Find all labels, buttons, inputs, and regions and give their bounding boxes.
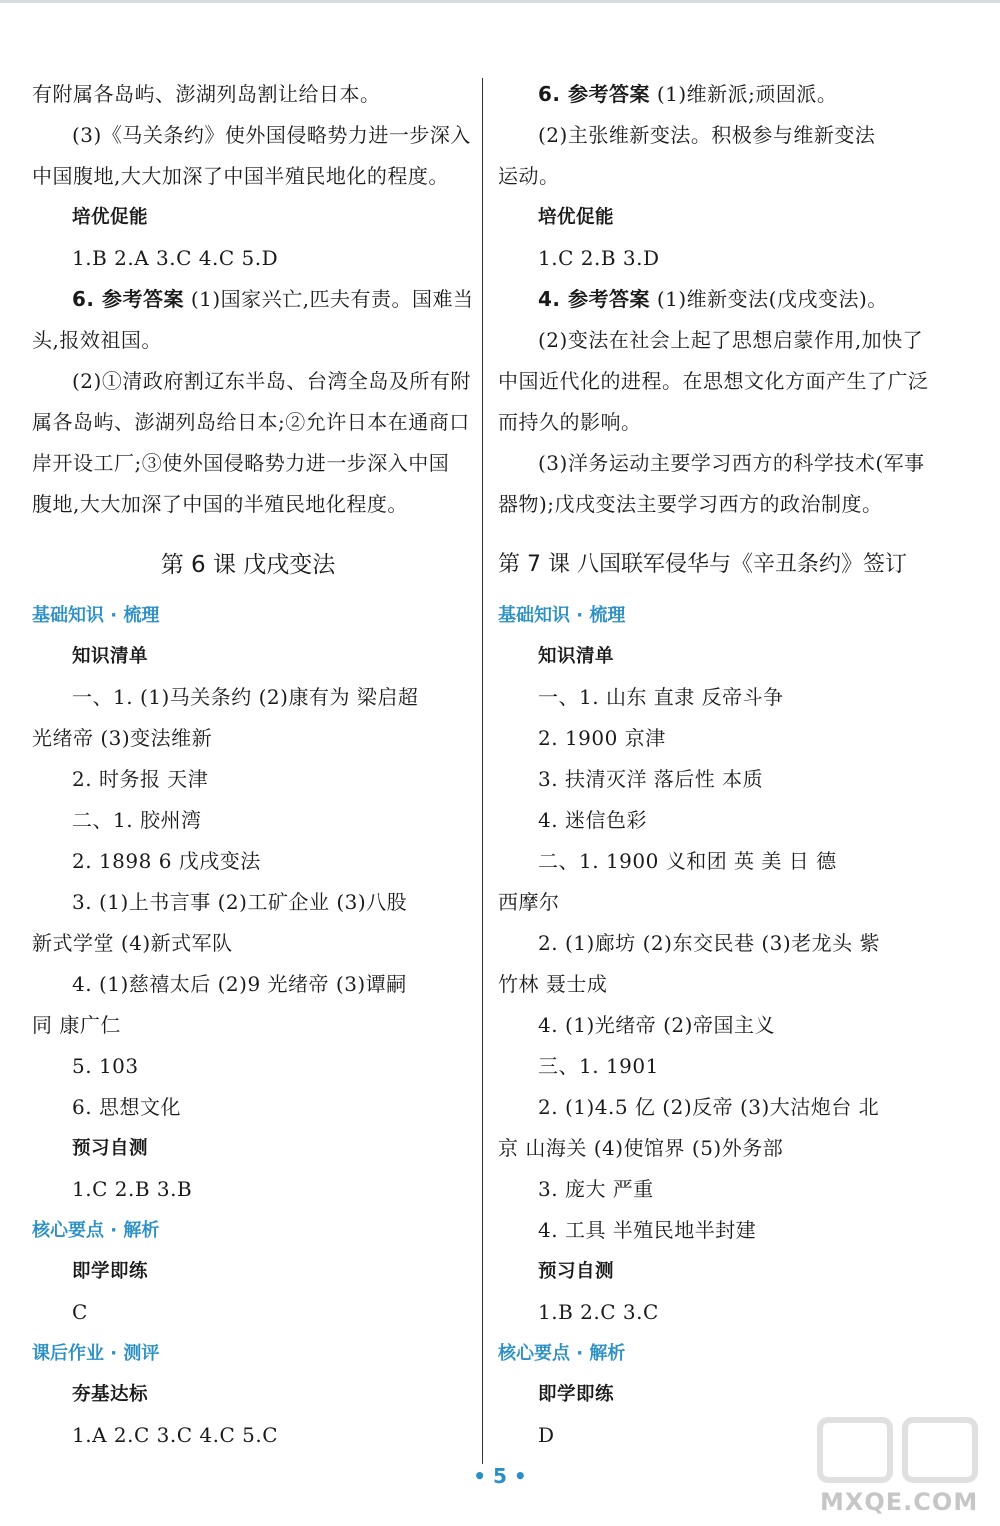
text-line: 2. 时务报 天津 (72, 767, 209, 791)
subheading-jixue: 即学即练 (72, 1261, 149, 1282)
answer-line: C (72, 1300, 88, 1324)
text-line: 中国腹地,大大加深了中国半殖民地化的程度。 (32, 164, 449, 188)
text-line: 一、1. 山东 直隶 反帝斗争 (538, 685, 784, 709)
answer-line: 1.B 2.C 3.C (538, 1300, 659, 1324)
text-line: 3. (1)上书言事 (2)工矿企业 (3)八股 (72, 890, 408, 914)
text-line: 3. 庞大 严重 (538, 1177, 654, 1201)
text-line: 器物);戊戌变法主要学习西方的政治制度。 (498, 492, 883, 516)
text-line: 一、1. (1)马关条约 (2)康有为 梁启超 (72, 685, 419, 709)
text-line: 运动。 (498, 164, 560, 188)
text-line: 4. (1)光绪帝 (2)帝国主义 (538, 1013, 775, 1037)
column-divider (482, 78, 483, 1464)
text-line: 2. 1898 6 戊戌变法 (72, 849, 261, 873)
section-heading: 基础知识 · 梳理 (32, 605, 160, 626)
question-label: 6. 参考答案 (72, 287, 184, 311)
question-label: 6. 参考答案 (538, 82, 650, 106)
subheading-zhishi: 知识清单 (538, 646, 615, 667)
top-rule (0, 0, 1000, 3)
answer-line: 1.A 2.C 3.C 4.C 5.C (72, 1423, 278, 1447)
text-line: 4. (1)慈禧太后 (2)9 光绪帝 (3)谭嗣 (72, 972, 407, 996)
subheading-zhishi: 知识清单 (72, 646, 149, 667)
right-column (498, 74, 930, 1456)
text-line: 2. 1900 京津 (538, 726, 666, 750)
text-line: 3. 扶清灭洋 落后性 本质 (538, 767, 764, 791)
subheading-peiyou: 培优促能 (538, 207, 615, 228)
text-line: 中国近代化的进程。在思想文化方面产生了广泛 (498, 369, 929, 393)
text-span: (1)维新变法(戊戌变法)。 (656, 287, 888, 311)
text-line: 头,报效祖国。 (32, 328, 162, 352)
text-line: 5. 103 (72, 1054, 139, 1078)
lesson-title: 第 7 课 八国联军侵华与《辛丑条约》签订 (498, 552, 907, 577)
text-line: 同 康广仁 (32, 1013, 121, 1037)
answer-line: 1.C 2.B 3.D (538, 246, 660, 270)
text-line: 竹林 聂士成 (498, 972, 608, 996)
subheading-yuxi: 预习自测 (72, 1138, 149, 1159)
page-number: • 5 • (473, 1464, 527, 1488)
lesson-title: 第 6 课 戊戌变法 (160, 552, 336, 578)
section-heading: 基础知识 · 梳理 (498, 605, 626, 626)
text-line: 新式学堂 (4)新式军队 (32, 931, 233, 955)
text-line: (3)洋务运动主要学习西方的科学技术(军事 (538, 451, 925, 475)
text-line: (2)变法在社会上起了思想启蒙作用,加快了 (538, 328, 924, 352)
text-line: 京 山海关 (4)使馆界 (5)外务部 (498, 1136, 784, 1160)
subheading-yuxi: 预习自测 (538, 1261, 615, 1282)
text-line: 2. (1)4.5 亿 (2)反帝 (3)大沽炮台 北 (538, 1095, 880, 1119)
text-line: 4. 工具 半殖民地半封建 (538, 1218, 757, 1242)
text-line (32, 279, 474, 320)
text-line: 4. 迷信色彩 (538, 808, 647, 832)
answer-line: 1.C 2.B 3.B (72, 1177, 193, 1201)
text-line: 6. 思想文化 (72, 1095, 181, 1119)
text-line: 二、1. 1900 义和团 英 美 日 德 (538, 849, 837, 873)
text-line: 属各岛屿、澎湖列岛给日本;②允许日本在通商口 (32, 410, 470, 434)
text-line: (3)《马关条约》使外国侵略势力进一步深入 (72, 123, 471, 147)
text-line: 光绪帝 (3)变法维新 (32, 726, 213, 750)
subheading-hangji: 夯基达标 (72, 1384, 149, 1405)
text-line (498, 279, 930, 320)
text-line: 腹地,大大加深了中国的半殖民地化程度。 (32, 492, 408, 516)
subheading-peiyou: 培优促能 (72, 207, 149, 228)
section-heading: 课后作业 · 测评 (32, 1343, 160, 1364)
text-line: 二、1. 胶州湾 (72, 808, 202, 832)
text-span: (1)国家兴亡,匹夫有责。国难当 (190, 287, 474, 311)
section-heading: 核心要点 · 解析 (498, 1343, 626, 1364)
watermark-text: MXQE.COM (820, 1488, 979, 1516)
text-line: (2)主张维新变法。积极参与维新变法 (538, 123, 876, 147)
text-line: 岸开设工厂;③使外国侵略势力进一步深入中国 (32, 451, 450, 475)
text-line: 有附属各岛屿、澎湖列岛割让给日本。 (32, 82, 381, 106)
text-line: 三、1. 1901 (538, 1054, 659, 1078)
text-span: (1)维新派;顽固派。 (656, 82, 838, 106)
text-line: 西摩尔 (498, 890, 560, 914)
section-heading: 核心要点 · 解析 (32, 1220, 160, 1241)
text-line: 而持久的影响。 (498, 410, 642, 434)
subheading-jixue: 即学即练 (538, 1384, 615, 1405)
left-column (32, 74, 474, 1456)
text-line (498, 74, 930, 115)
answer-line: D (538, 1423, 555, 1447)
question-label: 4. 参考答案 (538, 287, 650, 311)
text-line: (2)①清政府割辽东半岛、台湾全岛及所有附 (72, 369, 471, 393)
answer-line: 1.B 2.A 3.C 4.C 5.D (72, 246, 279, 270)
text-line: 2. (1)廊坊 (2)东交民巷 (3)老龙头 紫 (538, 931, 881, 955)
